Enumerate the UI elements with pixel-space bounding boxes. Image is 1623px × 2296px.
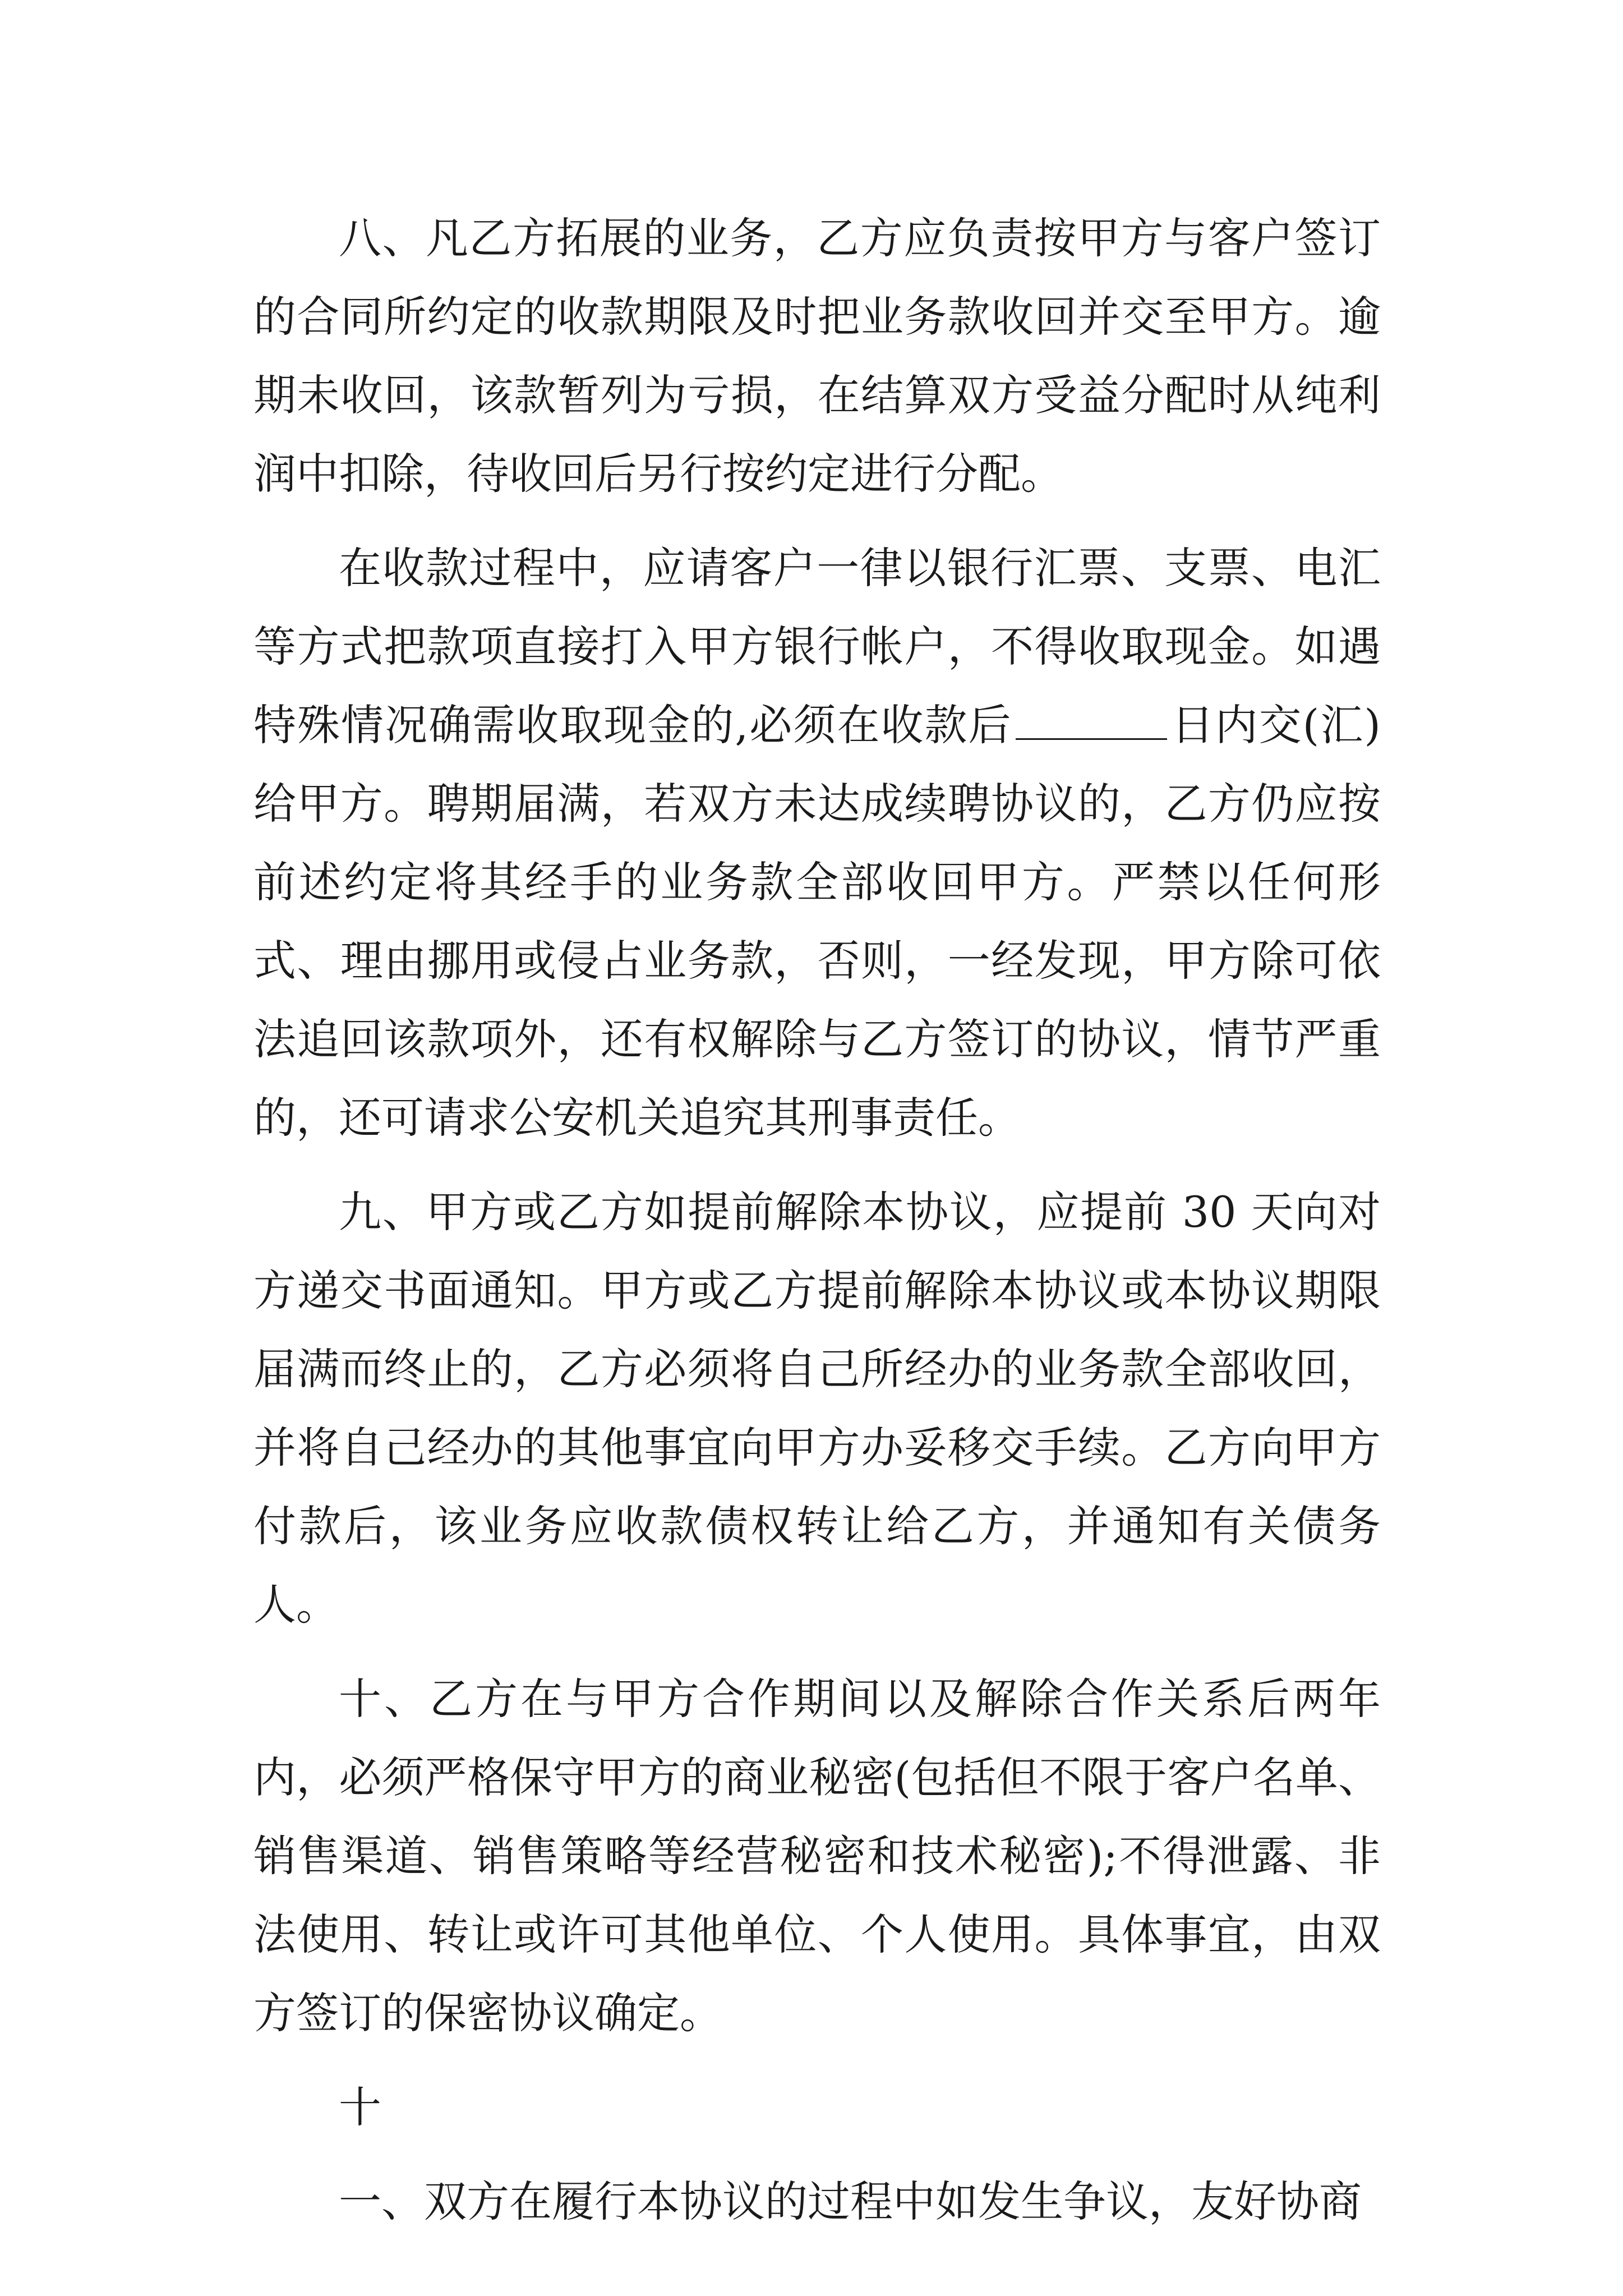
paragraph-clause-8 [253, 199, 1381, 513]
paragraph-text-after-blank: 日内交(汇)给甲方。聘期届满，若双方未达成续聘协议的，乙方仍应按前述约定将其经手的业务款全部收回甲方。严禁以任何形式、理由挪用或侵占业务款，否则，一经发现，甲方除可依法追回该款项外，还有权解除与乙方签订的协议，情节严重的，还可请求公安机关追究其刑事责任。 [253, 700, 1381, 1143]
paragraph-payment-collection [253, 529, 1381, 1157]
paragraph-text: 八、凡乙方拓展的业务，乙方应负责按甲方与客户签订的合同所约定的收款期限及时把业务款收回并交至甲方。逾期未收回，该款暂列为亏损，在结算双方受益分配时从纯利润中扣除，待收回后另行按约定进行分配。 [253, 213, 1381, 499]
paragraph-text: 一、双方在履行本协议的过程中如发生争议，友好协商 [339, 2177, 1362, 2226]
paragraph-text: 十、乙方在与甲方合作期间以及解除合作关系后两年内，必须严格保守甲方的商业秘密(包括但不限于客户名单、销售渠道、销售策略等经营秘密和技术秘密);不得泄露、非法使用、转让或许可其他单位、个人使用。具体事宜，由双方签订的保密协议确定。 [253, 1674, 1381, 2038]
paragraph-text: 十 [339, 2082, 381, 2132]
paragraph-text-before-blank: 在收款过程中，应请客户一律以银行汇票、支票、电汇等方式把款项直接打入甲方银行帐户，不得收取现金。如遇特殊情况确需收取现金的,必须在收款后 [253, 543, 1381, 750]
paragraph-clause-10 [253, 1660, 1381, 2053]
fill-in-blank-line [1016, 700, 1167, 740]
document-body [253, 199, 1381, 2257]
paragraph-clause-11-number [253, 2068, 1381, 2147]
paragraph-clause-11-start [253, 2162, 1381, 2241]
paragraph-text: 九、甲方或乙方如提前解除本协议，应提前 30 天向对方递交书面通知。甲方或乙方提前解除本协议或本协议期限届满而终止的，乙方必须将自己所经办的业务款全部收回，并将自己经办的其他事宜向甲方办妥移交手续。乙方向甲方付款后，该业务应收款债权转让给乙方，并通知有关债务人。 [253, 1187, 1381, 1630]
paragraph-clause-9 [253, 1173, 1381, 1644]
